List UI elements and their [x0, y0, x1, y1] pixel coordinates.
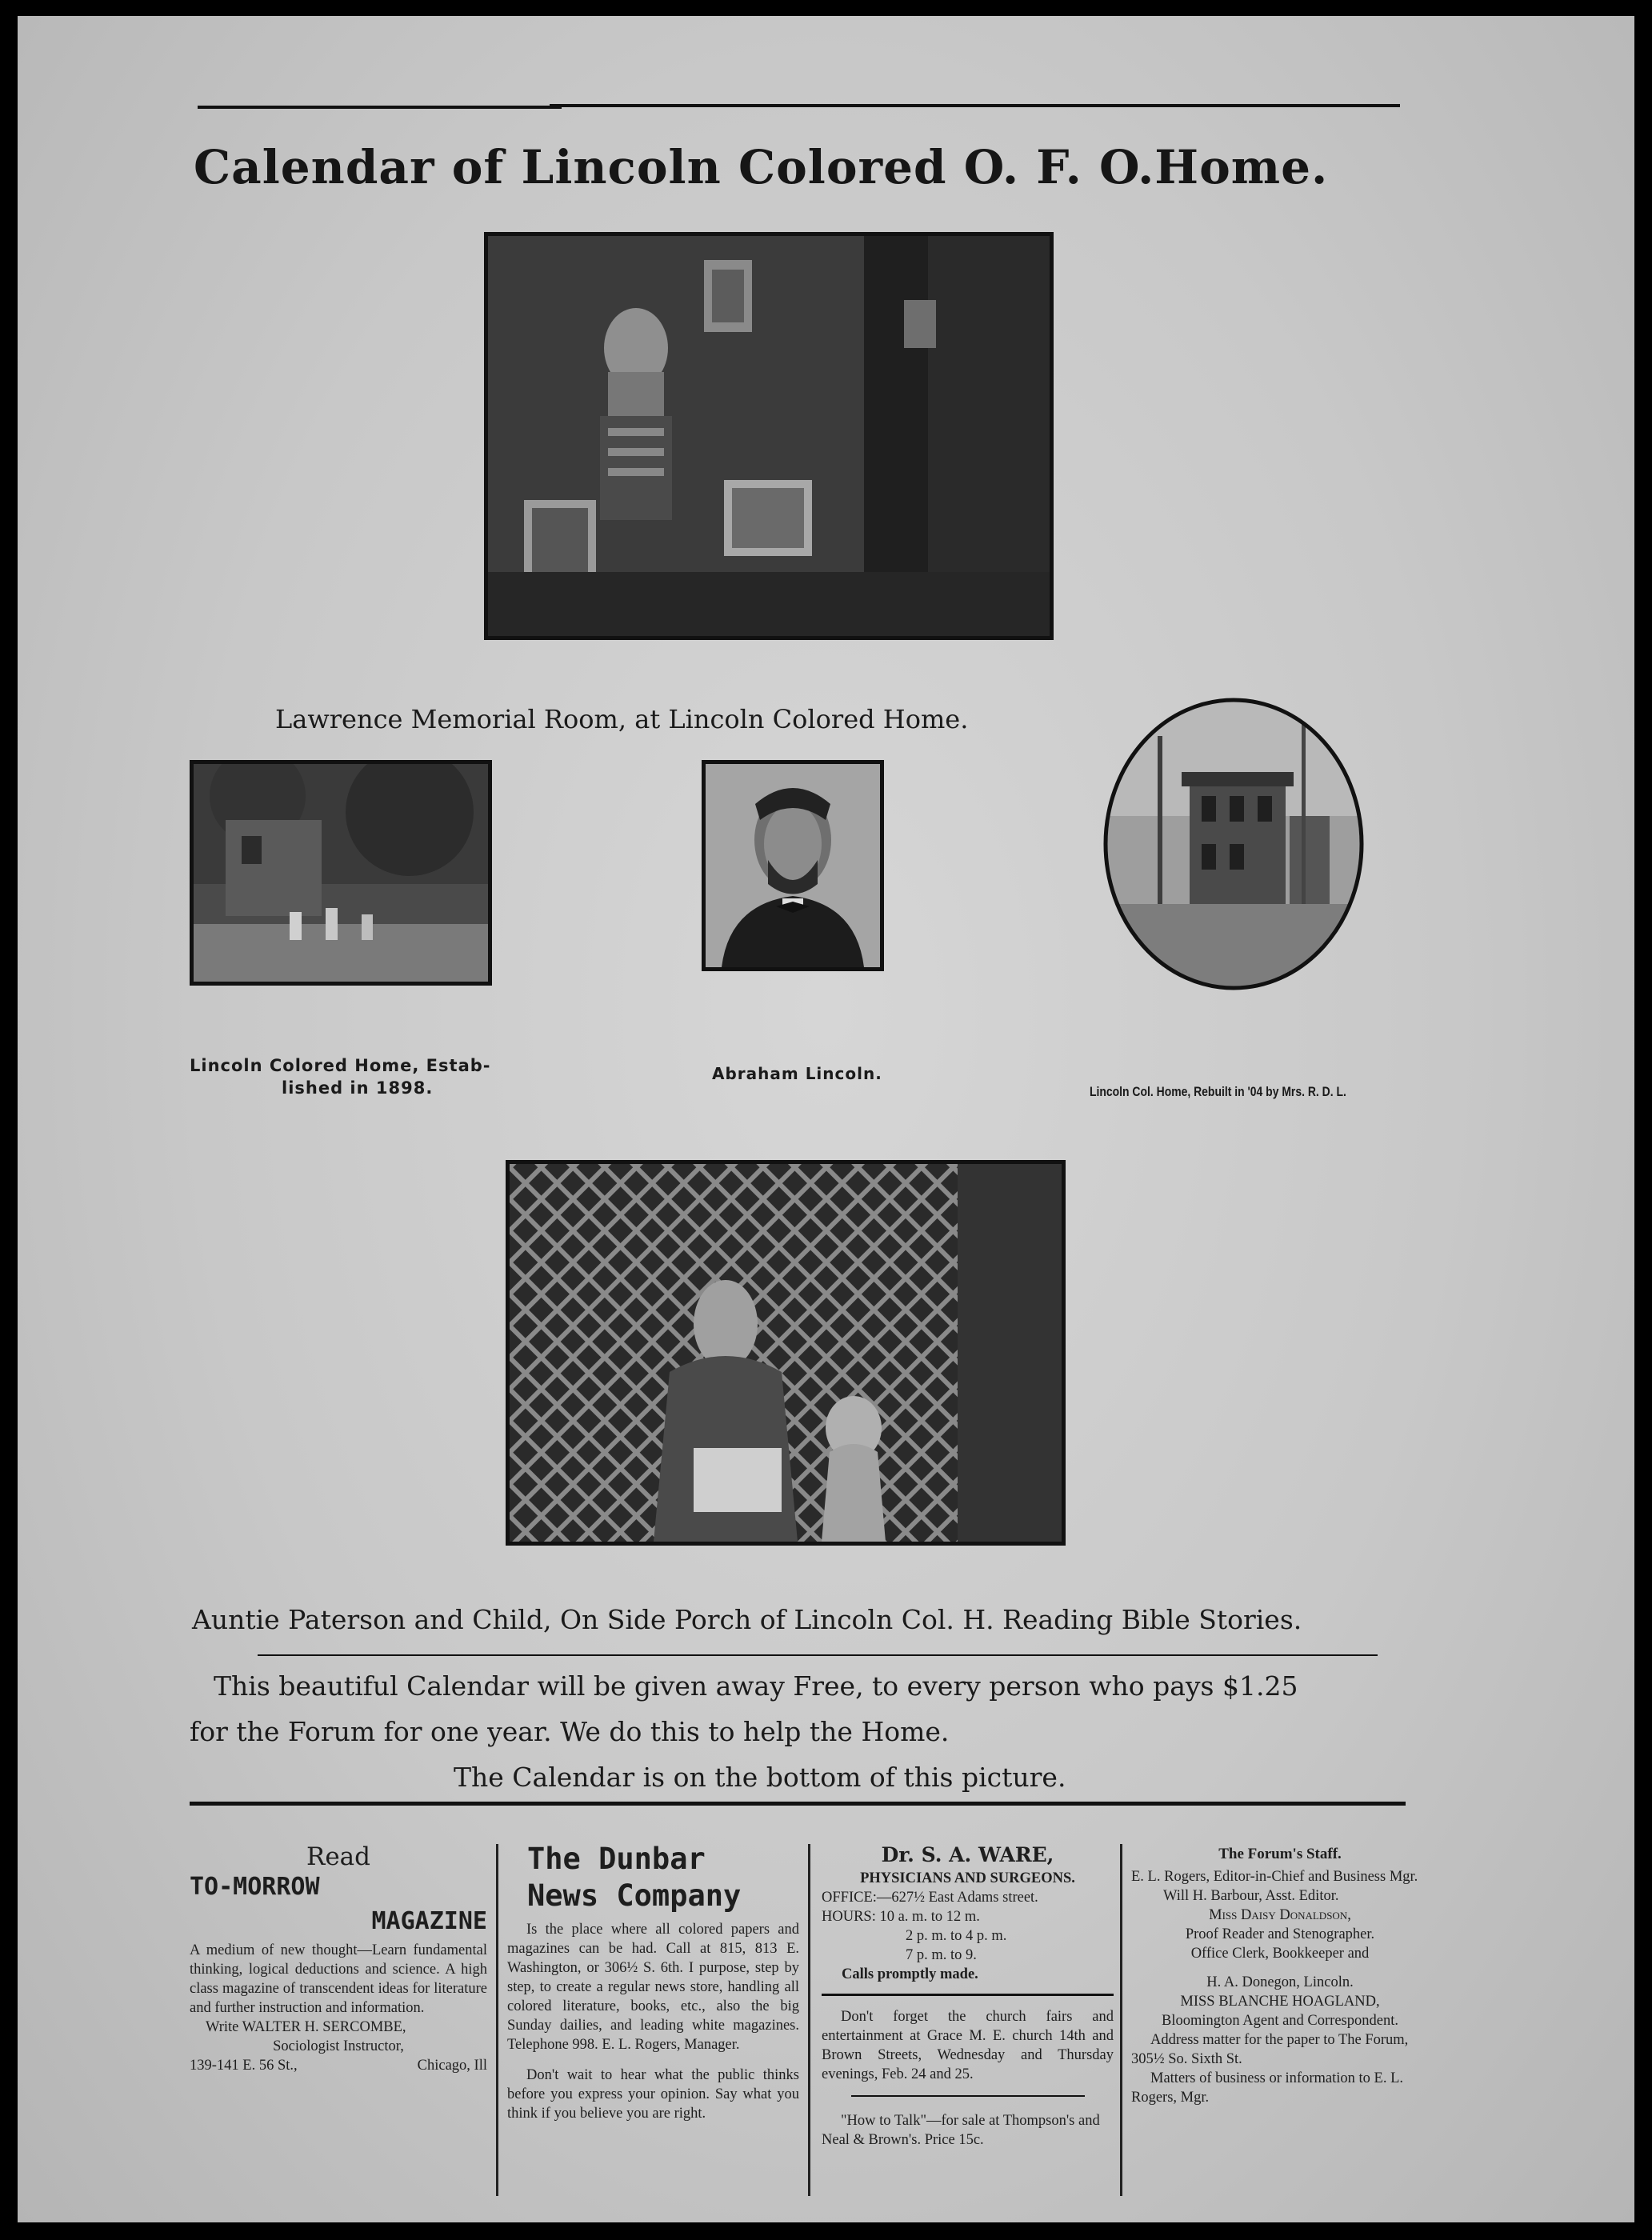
staff-business-note: Matters of business or information to E. L. Rogers, Mgr.: [1131, 2070, 1403, 2106]
home-established-image: [194, 764, 488, 982]
magazine-read: Read: [306, 1842, 370, 1871]
page-title: Calendar of Lincoln Colored O. F. O.Home.: [194, 140, 1329, 194]
ware-divider-2: [851, 2095, 1085, 2097]
staff-donaldson-role: Proof Reader and Stenographer.: [1185, 1926, 1375, 1942]
memorial-room-image: [488, 236, 1050, 636]
porch-image: [510, 1164, 1062, 1542]
home-established-caption-2: lished in 1898.: [282, 1078, 434, 1098]
staff-rogers: E. L. Rogers, Editor-in-Chief and Business Mgr.: [1131, 1869, 1418, 1885]
ware-hours-3: 7 p. m. to 9.: [906, 1947, 977, 1963]
home-established-caption-1: Lincoln Colored Home, Estab-: [190, 1056, 491, 1075]
top-rule-right: [550, 104, 1400, 107]
offer-line-3: The Calendar is on the bottom of this picture.: [454, 1762, 1066, 1793]
magazine-name-2: MAGAZINE: [371, 1907, 487, 1935]
ware-talk: "How to Talk"—for sale at Thompson's and Neal & Brown's. Price 15c.: [822, 2113, 1100, 2148]
dunbar-body: Is the place where all colored papers and magazines can be had. Call at 815, 813 E. Washington, or 306½ S. 6th. I purpose, step by step, to create a regular news store, handling all colored literature, books, etc., also the big Sunday dailies, and leading white magazines. Telephone 998. E. L. Rogers, Manager.: [507, 1922, 799, 2053]
ware-title: PHYSICIANS AND SURGEONS.: [860, 1870, 1075, 1886]
magazine-address: 139-141 E. 56 St.,: [190, 2058, 298, 2074]
ware-divider: [822, 1994, 1114, 1996]
top-rule-left: [198, 106, 562, 109]
dunbar-note: Don't wait to hear what the public thinks before you express your opinion. Say what you think if you believe you are right.: [507, 2067, 799, 2122]
staff-donaldson-name: Miss Daisy Donaldson,: [1209, 1907, 1351, 1923]
magazine-role: Sociologist Instructor,: [273, 2038, 404, 2054]
dunbar-name-2: News Company: [527, 1878, 742, 1913]
offer-top-rule: [258, 1654, 1378, 1656]
column-divider-3: [1120, 1844, 1122, 2196]
memorial-room-photo: [484, 232, 1054, 640]
magazine-body: A medium of new thought—Learn fundamental thinking, logical deductions and science. A high class magazine of transcendent ideas for literature and further instruction and information.: [190, 1942, 487, 2016]
porch-caption: Auntie Paterson and Child, On Side Porch of Lincoln Col. H. Reading Bible Stories.: [192, 1604, 1302, 1635]
staff-address-note: Address matter for the paper to The Forum, 305½ So. Sixth St.: [1131, 2032, 1409, 2067]
ware-calls: Calls promptly made.: [842, 1966, 978, 1982]
magazine-write: Write WALTER H. SERCOMBE,: [206, 2019, 406, 2035]
newspaper-page: [18, 16, 1634, 2222]
ware-hours-1: HOURS: 10 a. m. to 12 m.: [822, 1909, 980, 1925]
dunbar-name-1: The Dunbar: [527, 1842, 706, 1876]
magazine-city: Chicago, Ill: [417, 2058, 487, 2074]
offer-line-2: for the Forum for one year. We do this to help the Home.: [190, 1716, 950, 1747]
staff-hoagland-name: MISS BLANCHE HOAGLAND,: [1180, 1994, 1380, 2010]
ware-church: Don't forget the church fairs and entertainment at Grace M. E. church 14th and Brown Streets, Wednesday and Thursday evenings, Feb. 24 and 25.: [822, 2009, 1114, 2082]
staff-donegon: H. A. Donegon, Lincoln.: [1206, 1974, 1354, 1990]
offer-line-1: This beautiful Calendar will be given away Free, to every person who pays $1.25: [214, 1670, 1298, 1702]
staff-heading: The Forum's Staff.: [1218, 1846, 1342, 1862]
offer-bottom-rule: [190, 1802, 1406, 1806]
column-divider-2: [808, 1844, 810, 2196]
home-established-photo: [190, 760, 492, 986]
abraham-lincoln-portrait: [706, 764, 880, 967]
forum-staff: [1131, 1842, 1429, 2107]
memorial-room-caption: Lawrence Memorial Room, at Lincoln Colored Home.: [275, 704, 969, 734]
porch-photo: [506, 1160, 1066, 1546]
rebuilt-home-oval-photo: [1102, 696, 1366, 992]
ware-hours-2: 2 p. m. to 4 p. m.: [906, 1928, 1007, 1944]
magazine-ad: [190, 1842, 487, 2075]
staff-clerk: Office Clerk, Bookkeeper and: [1190, 1946, 1370, 1962]
abraham-lincoln-photo: [702, 760, 884, 971]
abraham-lincoln-caption: Abraham Lincoln.: [712, 1064, 882, 1083]
rebuilt-home-caption: Lincoln Col. Home, Rebuilt in '04 by Mrs. R. D. L.: [1090, 1084, 1346, 1099]
ware-name: Dr. S. A. WARE,: [881, 1843, 1054, 1866]
ware-office: OFFICE:—627½ East Adams street.: [822, 1890, 1038, 1906]
magazine-name-1: TO-MORROW: [190, 1873, 320, 1901]
magazine-address-line: [190, 2056, 487, 2075]
ware-ad: [822, 1842, 1114, 2150]
dunbar-ad: [507, 1842, 799, 2123]
staff-hoagland-role: Bloomington Agent and Correspondent.: [1162, 2013, 1398, 2029]
staff-barbour: Will H. Barbour, Asst. Editor.: [1163, 1888, 1339, 1904]
column-divider-1: [496, 1844, 498, 2196]
